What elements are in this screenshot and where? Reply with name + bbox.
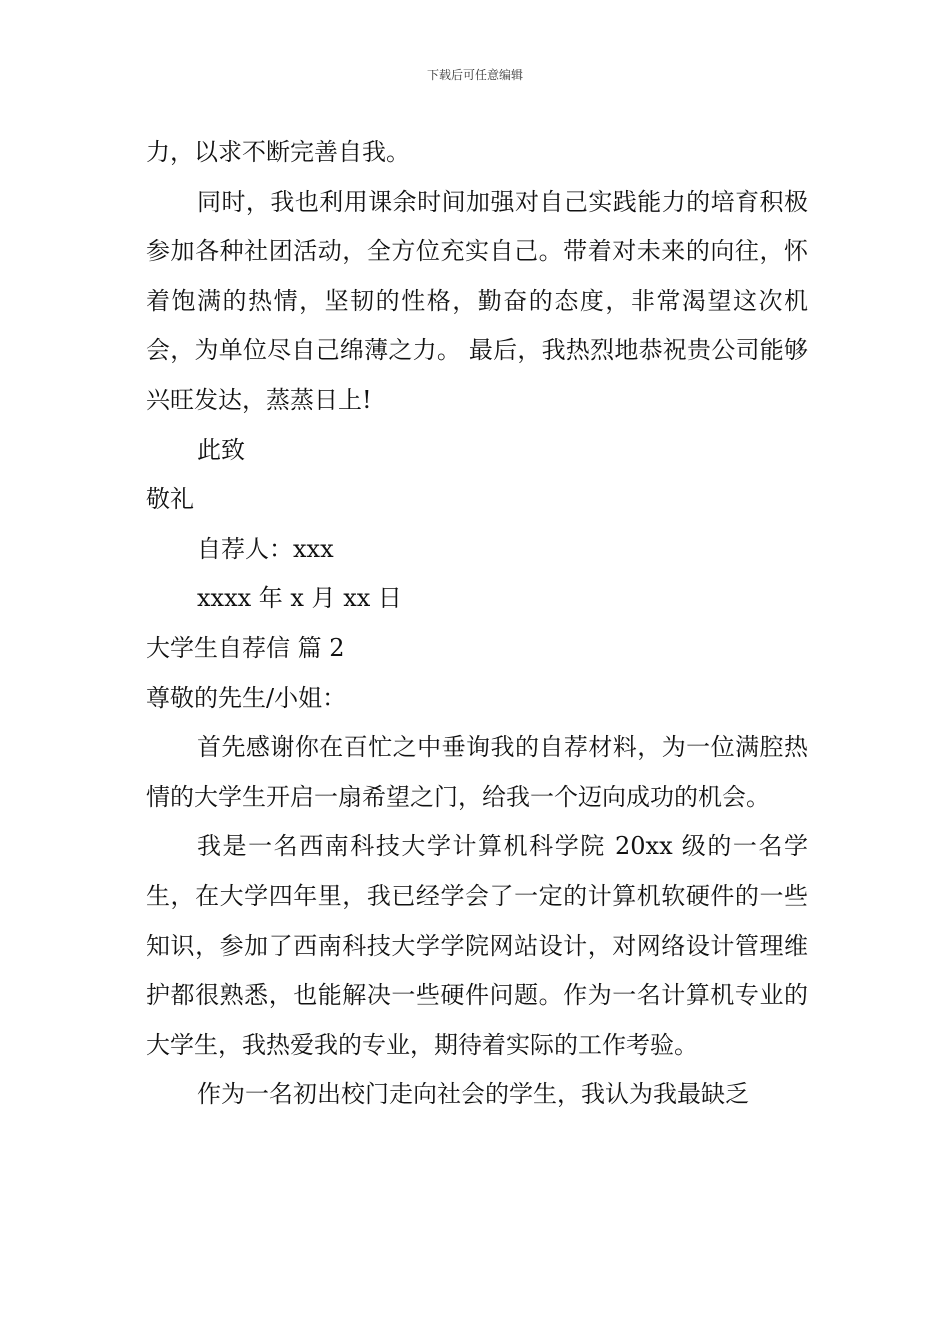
greeting: 尊敬的先生/小姐： <box>146 683 347 712</box>
page-header-note: 下载后可任意编辑 <box>426 68 523 82</box>
paragraph-thanks: 首先感谢你在百忙之中垂询我的自荐材料，为一位满腔热情的大学生开启一扇希望之门，给我一个迈向成功的机会。 <box>146 733 808 811</box>
paragraph-lacking: 作为一名初出校门走向社会的学生，我认为我最缺乏 <box>197 1080 749 1109</box>
salutation-jingli: 敬礼 <box>146 485 194 514</box>
letter-body <box>146 128 808 1120</box>
signature-date: xxxx 年 x 月 xx 日 <box>197 584 402 613</box>
paragraph-closing-fragment: 力，以求不断完善自我。 <box>146 138 410 166</box>
section-title: 大学生自荐信 篇 2 <box>146 633 345 662</box>
signature-name: 自荐人：xxx <box>197 534 334 563</box>
paragraph-practice: 同时，我也利用课余时间加强对自己实践能力的培育积极参加各种社团活动，全方位充实自己。带着对未来的向往，怀着饱满的热情，坚韧的性格，勤奋的态度，非常渴望这次机会，为单位尽自己绵薄之力。 最后，我热烈地恭祝贵公司能够兴旺发达，蒸蒸日上! <box>146 187 808 414</box>
paragraph-introduction: 我是一名西南科技大学计算机科学院 20xx 级的一名学生，在大学四年里，我已经学会了一定的计算机软硬件的一些知识，参加了西南科技大学学院网站设计，对网络设计管理维护都很熟悉，也能解决一些硬件问题。作为一名计算机专业的大学生，我热爱我的专业，期待着实际的工作考验。 <box>146 832 808 1059</box>
salutation-cizhi: 此致 <box>197 435 245 464</box>
